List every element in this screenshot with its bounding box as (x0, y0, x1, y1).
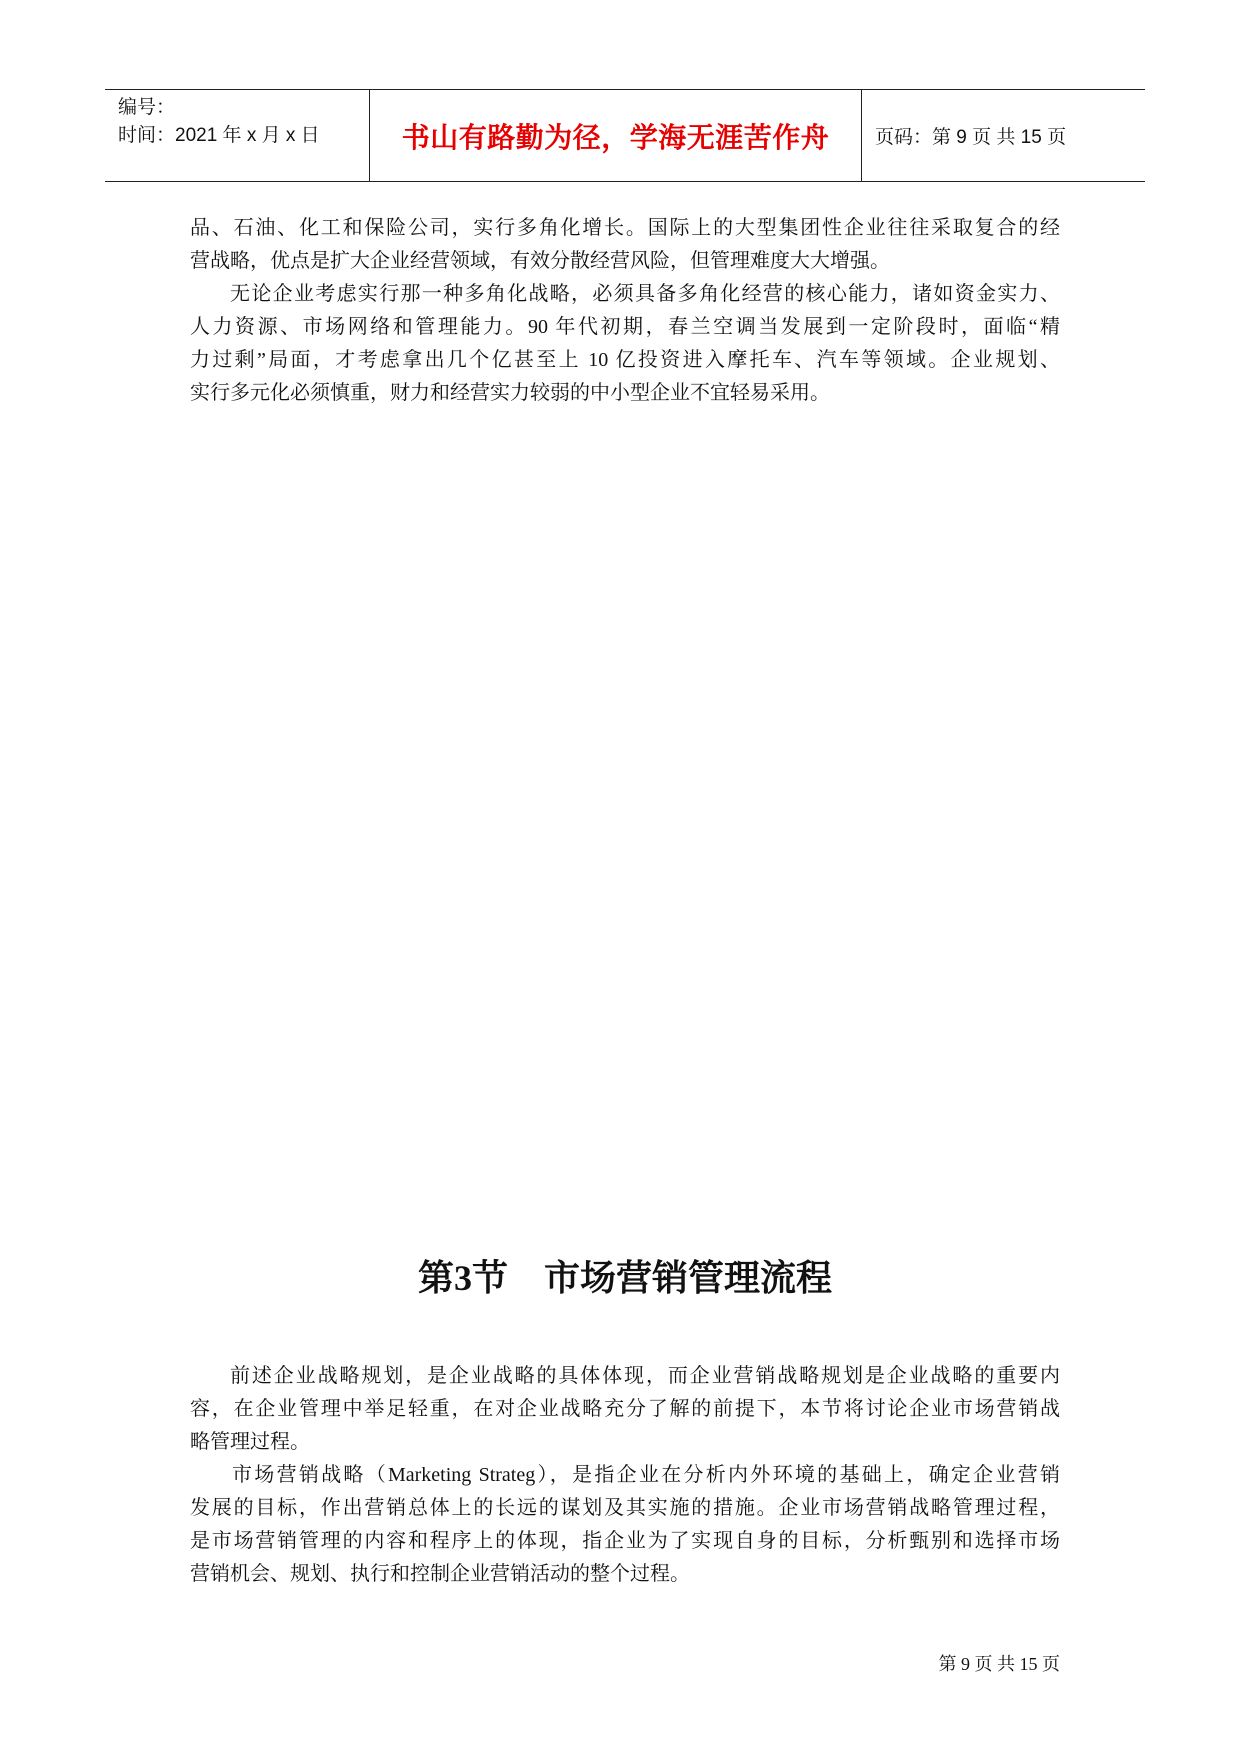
document-time-label: 时间：2021 年 x 月 x 日 (118, 125, 320, 146)
paragraph (190, 1459, 1060, 1591)
header-motto: 书山有路勤为径，学海无涯苦作舟 (401, 122, 830, 154)
header-meta-cell (105, 90, 370, 181)
body-text-section (190, 1360, 1060, 1591)
text-line: 略管理过程。 (190, 1431, 310, 1453)
text-line: 力过剩”局面，才考虑拿出几个亿甚至上 10 亿投资进入摩托车、汽车等领域。企业规划、 (190, 349, 1060, 371)
document-number-label: 编号： (118, 97, 176, 118)
text-line: 无论企业考虑实行那一种多角化战略，必须具备多角化经营的核心能力，诸如资金实力、 (230, 283, 1060, 305)
section-number: 第3节 (417, 1258, 508, 1298)
text-line: 品、石油、化工和保险公司，实行多角化增长。国际上的大型集团性企业往往采取复合的经 (190, 217, 1060, 239)
paragraph (190, 212, 1060, 278)
text-line: 人力资源、市场网络和管理能力。90 年代初期，春兰空调当发展到一定阶段时，面临“精 (190, 316, 1060, 338)
body-text-top (190, 212, 1060, 410)
page-footer: 第 9 页 共 15 页 (938, 1654, 1060, 1674)
text-line: 是市场营销管理的内容和程序上的体现，指企业为了实现自身的目标，分析甄别和选择市场 (190, 1530, 1060, 1552)
paragraph (190, 278, 1060, 410)
text-line: 前述企业战略规划，是企业战略的具体体现，而企业营销战略规划是企业战略的重要内 (230, 1365, 1060, 1387)
text-line: 发展的目标，作出营销总体上的长远的谋划及其实施的措施。企业市场营销战略管理过程， (190, 1497, 1060, 1519)
header-page-info: 页码：第 9 页 共 15 页 (875, 127, 1067, 148)
header-motto-cell (370, 90, 862, 181)
text-line: 营销机会、规划、执行和控制企业营销活动的整个过程。 (190, 1563, 690, 1585)
paragraph (190, 1360, 1060, 1459)
text-line: 市场营销战略（Marketing Strateg），是指企业在分析内外环境的基础上，确定企业营销 (232, 1464, 1060, 1486)
section-title: 市场营销管理流程 (544, 1258, 833, 1298)
text-line: 营战略，优点是扩大企业经营领域，有效分散经营风险，但管理难度大大增强。 (190, 250, 890, 272)
text-line: 容，在企业管理中举足轻重，在对企业战略充分了解的前提下，本节将讨论企业市场营销战 (190, 1398, 1060, 1420)
page-header (105, 89, 1145, 182)
header-page-cell (862, 90, 1145, 181)
section-heading (190, 1252, 1060, 1304)
text-line: 实行多元化必须慎重，财力和经营实力较弱的中小型企业不宜轻易采用。 (190, 382, 830, 404)
